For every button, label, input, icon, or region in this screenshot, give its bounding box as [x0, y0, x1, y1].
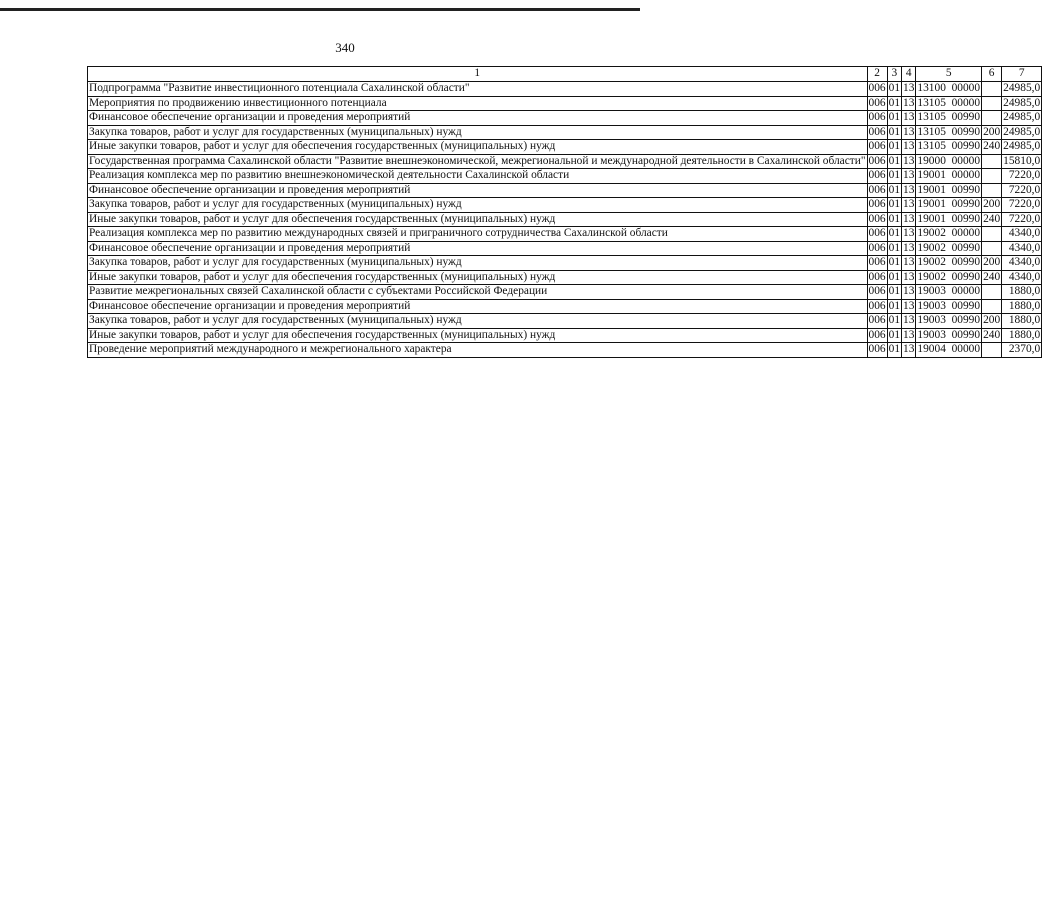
page-number: 340: [335, 40, 355, 55]
expense-type-cell: 200: [983, 256, 1001, 268]
expense-type-cell: [982, 285, 1002, 300]
amount-cell: 7220,0: [1002, 183, 1042, 198]
ministry-code-cell: 006: [868, 140, 886, 152]
expense-type-cell: [982, 227, 1002, 242]
table-row: [88, 328, 1042, 343]
target-article-cell: 13105 00000: [917, 96, 981, 109]
ministry-code-cell: 006: [868, 183, 886, 196]
table-row: [88, 270, 1042, 285]
ministry-code-cell: 006: [868, 343, 886, 355]
section-code-cell: 01: [888, 241, 901, 254]
target-article-cell: 19003 00990: [917, 314, 981, 326]
subsection-code-cell: 13: [903, 212, 915, 225]
ministry-code-cell: 006: [868, 328, 886, 341]
row-name-cell: Проведение мероприятий международного и межрегионального характера: [88, 343, 868, 358]
target-article-cell: 19002 00990: [917, 256, 981, 268]
subsection-code-cell: 13: [903, 328, 915, 341]
ministry-code-cell: 006: [868, 212, 886, 225]
ministry-code-cell: 006: [868, 256, 886, 268]
expense-type-cell: 200: [983, 314, 1001, 326]
ministry-code-cell: 006: [868, 227, 886, 239]
table-row: [88, 343, 1042, 358]
subsection-code-cell: 13: [903, 111, 915, 123]
amount-cell: 4340,0: [1002, 270, 1042, 285]
amount-cell: 2370,0: [1002, 343, 1042, 358]
target-article-cell: 13100 00000: [917, 82, 981, 94]
top-rule: [0, 8, 640, 11]
row-name-cell: Закупка товаров, работ и услуг для государственных (муниципальных) нужд: [88, 198, 868, 213]
column-header: 5: [916, 67, 982, 82]
section-code-cell: 01: [888, 256, 901, 268]
target-article-cell: 19002 00990: [917, 270, 981, 283]
ministry-code-cell: 006: [868, 96, 886, 109]
ministry-code-cell: 006: [868, 299, 886, 312]
table-row: [88, 285, 1042, 300]
row-name-cell: Подпрограмма "Развитие инвестиционного потенциала Сахалинской области": [88, 82, 868, 97]
table-row: [88, 169, 1042, 184]
target-article-cell: 13105 00990: [917, 111, 981, 123]
section-code-cell: 01: [888, 140, 901, 152]
amount-cell: 15810,0: [1003, 154, 1041, 167]
section-code-cell: 01: [888, 154, 901, 167]
section-code-cell: 01: [888, 82, 901, 94]
ministry-code-cell: 006: [868, 285, 886, 297]
amount-cell: 1880,0: [1002, 299, 1042, 314]
expense-type-cell: [982, 169, 1002, 184]
budget-table: [87, 66, 1042, 358]
expense-type-cell: 200: [983, 198, 1001, 210]
target-article-cell: 19001 00990: [917, 183, 981, 196]
amount-cell: 1880,0: [1002, 285, 1042, 300]
expense-type-cell: [982, 343, 1002, 358]
section-code-cell: 01: [888, 328, 901, 341]
ministry-code-cell: 006: [868, 169, 886, 181]
subsection-code-cell: 13: [903, 96, 915, 109]
expense-type-cell: 240: [983, 328, 1001, 341]
expense-type-cell: 200: [983, 125, 1001, 138]
subsection-code-cell: 13: [903, 140, 915, 152]
table-row: [88, 96, 1042, 111]
section-code-cell: 01: [888, 299, 901, 312]
section-code-cell: 01: [888, 227, 901, 239]
section-code-cell: 01: [888, 314, 901, 326]
table-row: [88, 227, 1042, 242]
ministry-code-cell: 006: [868, 111, 886, 123]
amount-cell: 7220,0: [1002, 212, 1042, 227]
row-name-cell: Иные закупки товаров, работ и услуг для обеспечения государственных (муниципальных) нужд: [88, 212, 868, 227]
expense-type-cell: 240: [983, 270, 1001, 283]
section-code-cell: 01: [888, 183, 901, 196]
section-code-cell: 01: [888, 285, 901, 297]
amount-cell: 24985,0: [1003, 140, 1041, 152]
ministry-code-cell: 006: [868, 154, 886, 167]
expense-type-cell: [982, 82, 1002, 97]
row-name-cell: Финансовое обеспечение организации и проведения мероприятий: [88, 111, 868, 126]
subsection-code-cell: 13: [903, 241, 915, 254]
row-name-cell: Иные закупки товаров, работ и услуг для обеспечения государственных (муниципальных) нужд: [88, 270, 868, 285]
ministry-code-cell: 006: [868, 125, 886, 138]
row-name-cell: Развитие межрегиональных связей Сахалинской области с субъектами Российской Федерации: [88, 285, 868, 300]
expense-type-cell: [982, 96, 1002, 111]
target-article-cell: 19003 00990: [917, 299, 981, 312]
ministry-code-cell: 006: [868, 270, 886, 283]
row-name-cell: Закупка товаров, работ и услуг для государственных (муниципальных) нужд: [88, 256, 868, 271]
section-code-cell: 01: [888, 96, 901, 109]
row-name-cell: Реализация комплекса мер по развитию внешнеэкономической деятельности Сахалинской области: [88, 169, 868, 184]
subsection-code-cell: 13: [903, 256, 915, 268]
subsection-code-cell: 13: [903, 198, 915, 210]
subsection-code-cell: 13: [903, 285, 915, 297]
table-row: [88, 82, 1042, 97]
row-name-cell: Иные закупки товаров, работ и услуг для обеспечения государственных (муниципальных) нужд: [88, 140, 868, 155]
expense-type-cell: [982, 111, 1002, 126]
subsection-code-cell: 13: [903, 169, 915, 181]
section-code-cell: 01: [888, 169, 901, 181]
amount-cell: 24985,0: [1003, 82, 1041, 94]
subsection-code-cell: 13: [903, 125, 915, 138]
table-row: [88, 256, 1042, 271]
subsection-code-cell: 13: [903, 183, 915, 196]
amount-cell: 4340,0: [1002, 256, 1042, 271]
section-code-cell: 01: [888, 125, 901, 138]
amount-cell: 24985,0: [1003, 125, 1041, 138]
row-name-cell: Закупка товаров, работ и услуг для государственных (муниципальных) нужд: [88, 314, 868, 329]
row-name-cell: Финансовое обеспечение организации и проведения мероприятий: [88, 241, 868, 256]
table-row: [88, 198, 1042, 213]
row-name-cell: Государственная программа Сахалинской области "Развитие внешнеэкономической, межрегиональной и международной деятельности в Сахалинской области": [89, 154, 866, 167]
subsection-code-cell: 13: [903, 299, 915, 312]
subsection-code-cell: 13: [903, 314, 915, 326]
subsection-code-cell: 13: [903, 82, 915, 94]
table-row: [88, 314, 1042, 329]
target-article-cell: 19002 00000: [917, 227, 981, 239]
expense-type-cell: [982, 183, 1002, 198]
amount-cell: 4340,0: [1002, 241, 1042, 256]
amount-cell: 1880,0: [1002, 314, 1042, 329]
column-header: 4: [902, 67, 916, 82]
target-article-cell: 19004 00000: [917, 343, 981, 355]
table-row: [88, 125, 1042, 140]
table-header-row: [88, 67, 1042, 82]
table-row: [88, 212, 1042, 227]
target-article-cell: 19003 00000: [917, 285, 981, 297]
table-row: [88, 299, 1042, 314]
target-article-cell: 13105 00990: [917, 125, 981, 138]
target-article-cell: 13105 00990: [917, 140, 981, 152]
target-article-cell: 19001 00000: [917, 169, 981, 181]
ministry-code-cell: 006: [868, 198, 886, 210]
column-header: 6: [982, 67, 1002, 82]
section-code-cell: 01: [888, 343, 901, 355]
table-row: [88, 154, 1042, 169]
amount-cell: 4340,0: [1002, 227, 1042, 242]
column-header: 3: [887, 67, 901, 82]
amount-cell: 24985,0: [1003, 96, 1041, 109]
subsection-code-cell: 13: [903, 343, 915, 355]
ministry-code-cell: 006: [868, 314, 886, 326]
subsection-code-cell: 13: [903, 154, 915, 167]
section-code-cell: 01: [888, 198, 901, 210]
subsection-code-cell: 13: [903, 270, 915, 283]
row-name-cell: Финансовое обеспечение организации и проведения мероприятий: [88, 299, 868, 314]
amount-cell: 1880,0: [1002, 328, 1042, 343]
section-code-cell: 01: [888, 270, 901, 283]
target-article-cell: 19001 00990: [917, 198, 981, 210]
section-code-cell: 01: [888, 212, 901, 225]
ministry-code-cell: 006: [868, 82, 886, 94]
table-row: [88, 111, 1042, 126]
target-article-cell: 19001 00990: [917, 212, 981, 225]
column-header: 2: [867, 67, 887, 82]
table-row: [88, 183, 1042, 198]
target-article-cell: 19003 00990: [917, 328, 981, 341]
section-code-cell: 01: [888, 111, 901, 123]
row-name-cell: Реализация комплекса мер по развитию международных связей и приграничного сотрудничества Сахалинской области: [88, 227, 868, 242]
amount-cell: 7220,0: [1002, 198, 1042, 213]
row-name-cell: Мероприятия по продвижению инвестиционного потенциала: [88, 96, 868, 111]
target-article-cell: 19002 00990: [917, 241, 981, 254]
row-name-cell: Финансовое обеспечение организации и проведения мероприятий: [88, 183, 868, 198]
row-name-cell: Закупка товаров, работ и услуг для государственных (муниципальных) нужд: [88, 125, 868, 140]
table-row: [88, 140, 1042, 155]
expense-type-cell: 240: [983, 212, 1001, 225]
row-name-cell: Иные закупки товаров, работ и услуг для обеспечения государственных (муниципальных) нужд: [88, 328, 868, 343]
expense-type-cell: [982, 154, 1002, 169]
amount-cell: 7220,0: [1002, 169, 1042, 184]
column-header: 7: [1002, 67, 1042, 82]
column-header: 1: [88, 67, 868, 82]
expense-type-cell: 240: [983, 140, 1001, 152]
expense-type-cell: [982, 241, 1002, 256]
subsection-code-cell: 13: [903, 227, 915, 239]
ministry-code-cell: 006: [868, 241, 886, 254]
table-row: [88, 241, 1042, 256]
target-article-cell: 19000 00000: [917, 154, 981, 167]
expense-type-cell: [982, 299, 1002, 314]
amount-cell: 24985,0: [1003, 111, 1041, 123]
